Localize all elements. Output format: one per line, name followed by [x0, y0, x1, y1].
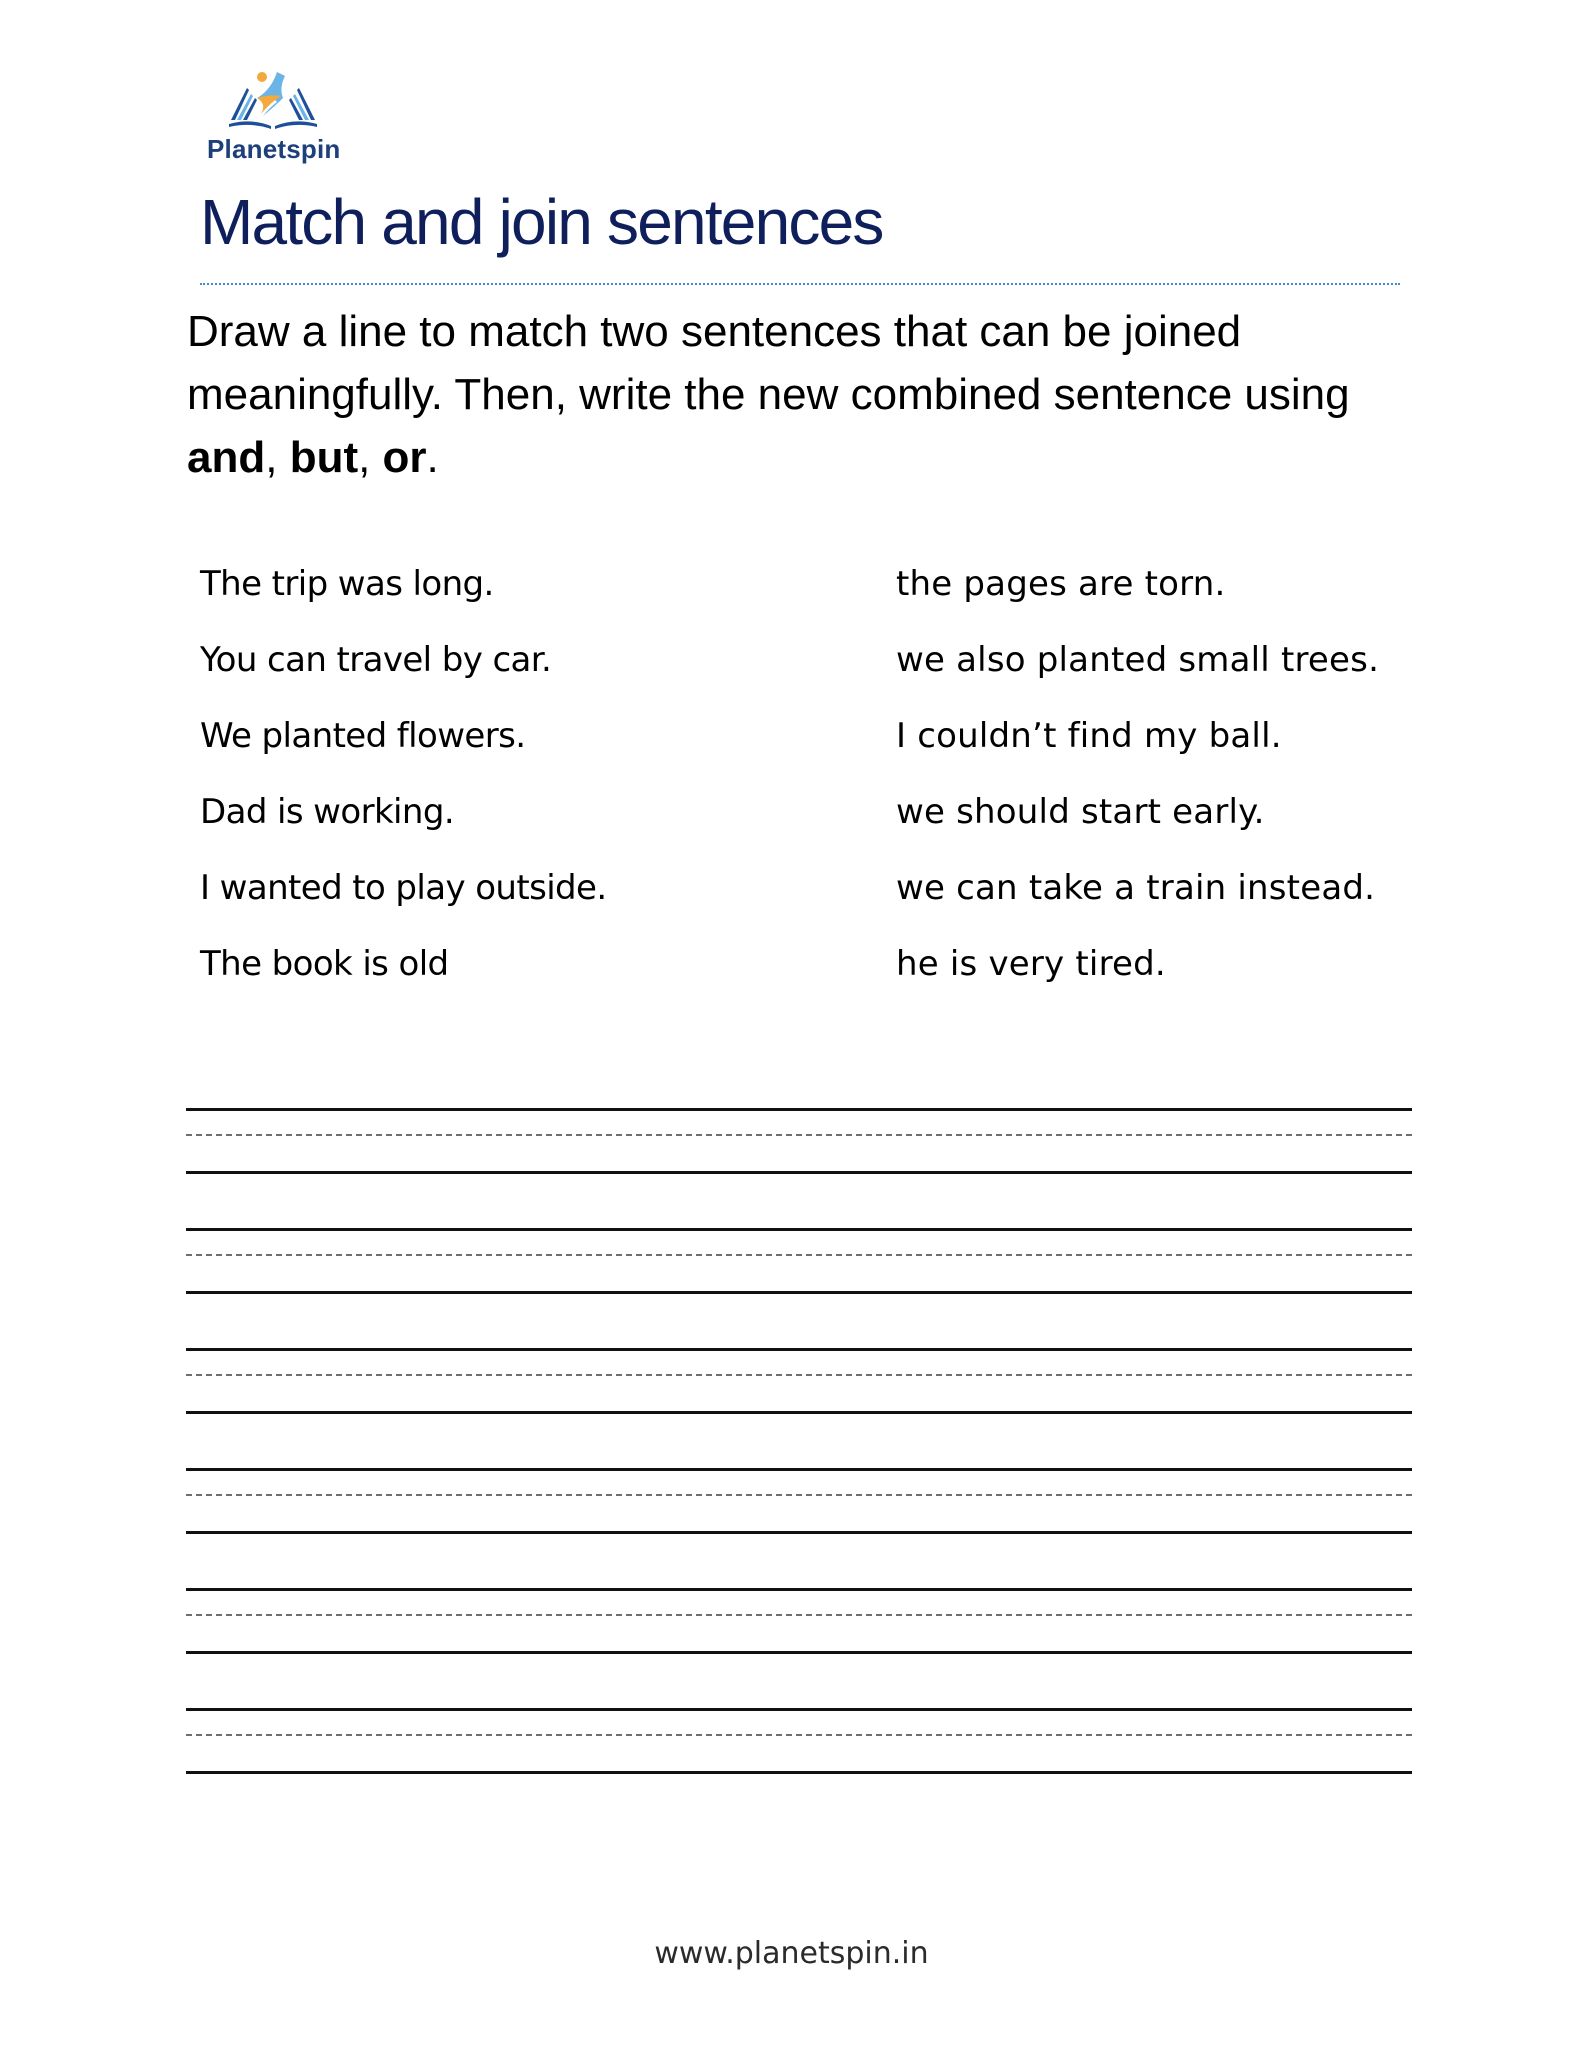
footer-url[interactable]: www.planetspin.in: [654, 1936, 929, 1971]
line-midline: [186, 1374, 1412, 1376]
line-baseline: [186, 1171, 1412, 1174]
line-top: [186, 1468, 1412, 1471]
left-sentence[interactable]: I wanted to play outside.: [200, 868, 607, 908]
left-sentence[interactable]: Dad is working.: [200, 792, 455, 832]
right-sentence-column: [896, 558, 1436, 1014]
writing-area: [186, 1100, 1412, 1820]
page-title: Match and join sentences: [200, 186, 883, 258]
separator: ,: [265, 433, 290, 482]
line-baseline: [186, 1411, 1412, 1414]
writing-line[interactable]: [186, 1340, 1412, 1460]
conjunction-and: and: [187, 433, 266, 482]
brand-name: Planetspin: [207, 134, 341, 164]
separator: ,: [358, 433, 383, 482]
writing-line[interactable]: [186, 1580, 1412, 1700]
line-top: [186, 1348, 1412, 1351]
writing-line[interactable]: [186, 1700, 1412, 1820]
writing-line[interactable]: [186, 1460, 1412, 1580]
line-baseline: [186, 1531, 1412, 1534]
conjunction-but: but: [289, 433, 359, 482]
left-sentence-column: [200, 558, 840, 1014]
period: .: [426, 433, 439, 482]
line-baseline: [186, 1291, 1412, 1294]
line-midline: [186, 1614, 1412, 1616]
line-top: [186, 1228, 1412, 1231]
left-sentence[interactable]: You can travel by car.: [200, 640, 552, 680]
line-midline: [186, 1134, 1412, 1136]
left-sentence[interactable]: The book is old: [200, 944, 449, 984]
right-sentence[interactable]: we also planted small trees.: [896, 640, 1380, 680]
left-sentence[interactable]: We planted flowers.: [200, 716, 526, 756]
right-sentence[interactable]: I couldn’t find my ball.: [896, 716, 1282, 756]
line-top: [186, 1108, 1412, 1111]
line-top: [186, 1708, 1412, 1711]
right-sentence[interactable]: we should start early.: [896, 792, 1265, 832]
line-baseline: [186, 1651, 1412, 1654]
planetspin-logo: [205, 68, 345, 168]
writing-line[interactable]: [186, 1220, 1412, 1340]
writing-line[interactable]: [186, 1100, 1412, 1220]
instructions-text: Draw a line to match two sentences that can be joined meaningfully. Then, write the new combined sentence using: [187, 307, 1350, 419]
left-sentence[interactable]: The trip was long.: [200, 564, 494, 604]
line-baseline: [186, 1771, 1412, 1774]
line-midline: [186, 1254, 1412, 1256]
open-book-with-figure-icon: [227, 68, 319, 132]
conjunction-or: or: [382, 433, 427, 482]
line-midline: [186, 1734, 1412, 1736]
line-midline: [186, 1494, 1412, 1496]
instructions: [187, 300, 1427, 489]
title-divider: [200, 283, 1400, 285]
right-sentence[interactable]: he is very tired.: [896, 944, 1166, 984]
right-sentence[interactable]: we can take a train instead.: [896, 868, 1376, 908]
right-sentence[interactable]: the pages are torn.: [896, 564, 1226, 604]
line-top: [186, 1588, 1412, 1591]
